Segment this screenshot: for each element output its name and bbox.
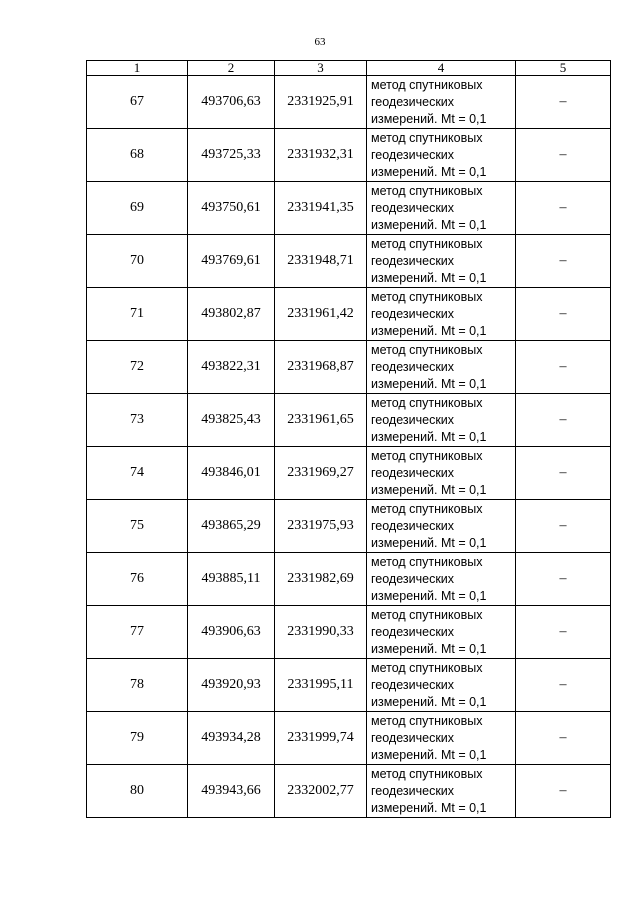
x-coordinate-cell: 493802,87 (188, 288, 275, 341)
x-coordinate-cell: 493750,61 (188, 182, 275, 235)
note-cell: – (516, 606, 611, 659)
x-coordinate-cell: 493822,31 (188, 341, 275, 394)
method-line: измерений. Mt = 0,1 (371, 641, 487, 656)
point-number-cell: 78 (87, 659, 188, 712)
table-row (87, 447, 611, 500)
method-line: геодезических (371, 624, 455, 639)
note-cell: – (516, 447, 611, 500)
method-line: измерений. Mt = 0,1 (371, 376, 487, 391)
note-cell: – (516, 659, 611, 712)
method-line: измерений. Mt = 0,1 (371, 429, 487, 444)
x-coordinate-cell: 493906,63 (188, 606, 275, 659)
method-cell (367, 553, 516, 606)
table-row (87, 765, 611, 818)
x-coordinate-cell: 493769,61 (188, 235, 275, 288)
x-coordinate-cell: 493846,01 (188, 447, 275, 500)
method-line: метод спутниковых (371, 448, 483, 463)
note-cell: – (516, 182, 611, 235)
method-line: метод спутниковых (371, 554, 483, 569)
method-line: измерений. Mt = 0,1 (371, 111, 487, 126)
method-line: геодезических (371, 730, 455, 745)
method-cell (367, 712, 516, 765)
table-row (87, 182, 611, 235)
y-coordinate-cell: 2331969,27 (275, 447, 367, 500)
table-row (87, 341, 611, 394)
note-cell: – (516, 129, 611, 182)
method-line: измерений. Mt = 0,1 (371, 800, 487, 815)
table-header (87, 61, 611, 76)
method-line: измерений. Mt = 0,1 (371, 747, 487, 762)
note-cell: – (516, 765, 611, 818)
method-line: измерений. Mt = 0,1 (371, 694, 487, 709)
y-coordinate-cell: 2331999,74 (275, 712, 367, 765)
y-coordinate-cell: 2332002,77 (275, 765, 367, 818)
method-line: метод спутниковых (371, 713, 483, 728)
table-row (87, 394, 611, 447)
y-coordinate-cell: 2331968,87 (275, 341, 367, 394)
method-line: метод спутниковых (371, 183, 483, 198)
method-line: метод спутниковых (371, 766, 483, 781)
y-coordinate-cell: 2331982,69 (275, 553, 367, 606)
table-row (87, 235, 611, 288)
table-row (87, 129, 611, 182)
note-cell: – (516, 288, 611, 341)
coordinates-table (86, 60, 611, 818)
point-number-cell: 80 (87, 765, 188, 818)
method-line: измерений. Mt = 0,1 (371, 482, 487, 497)
point-number-cell: 72 (87, 341, 188, 394)
method-line: геодезических (371, 412, 455, 427)
method-line: метод спутниковых (371, 130, 483, 145)
note-cell: – (516, 341, 611, 394)
y-coordinate-cell: 2331925,91 (275, 76, 367, 129)
method-line: измерений. Mt = 0,1 (371, 588, 487, 603)
table-row (87, 712, 611, 765)
x-coordinate-cell: 493825,43 (188, 394, 275, 447)
method-cell (367, 394, 516, 447)
point-number-cell: 71 (87, 288, 188, 341)
y-coordinate-cell: 2331961,65 (275, 394, 367, 447)
point-number-cell: 79 (87, 712, 188, 765)
method-line: метод спутниковых (371, 236, 483, 251)
table-row (87, 288, 611, 341)
method-line: метод спутниковых (371, 607, 483, 622)
table-row (87, 76, 611, 129)
method-cell (367, 288, 516, 341)
header-col-2: 2 (188, 61, 275, 76)
method-line: геодезических (371, 783, 455, 798)
x-coordinate-cell: 493865,29 (188, 500, 275, 553)
y-coordinate-cell: 2331975,93 (275, 500, 367, 553)
point-number-cell: 74 (87, 447, 188, 500)
method-line: метод спутниковых (371, 660, 483, 675)
method-line: метод спутниковых (371, 77, 483, 92)
method-cell (367, 765, 516, 818)
header-col-4: 4 (367, 61, 516, 76)
note-cell: – (516, 500, 611, 553)
y-coordinate-cell: 2331932,31 (275, 129, 367, 182)
point-number-cell: 77 (87, 606, 188, 659)
method-line: геодезических (371, 306, 455, 321)
note-cell: – (516, 553, 611, 606)
table-row (87, 500, 611, 553)
method-line: метод спутниковых (371, 395, 483, 410)
method-line: измерений. Mt = 0,1 (371, 323, 487, 338)
method-cell (367, 341, 516, 394)
method-cell (367, 447, 516, 500)
note-cell: – (516, 235, 611, 288)
header-col-3: 3 (275, 61, 367, 76)
method-cell (367, 235, 516, 288)
method-cell (367, 606, 516, 659)
method-cell (367, 182, 516, 235)
header-col-1: 1 (87, 61, 188, 76)
y-coordinate-cell: 2331948,71 (275, 235, 367, 288)
point-number-cell: 75 (87, 500, 188, 553)
header-row (87, 61, 611, 76)
method-line: измерений. Mt = 0,1 (371, 217, 487, 232)
x-coordinate-cell: 493943,66 (188, 765, 275, 818)
method-line: метод спутниковых (371, 342, 483, 357)
method-line: геодезических (371, 253, 455, 268)
method-cell (367, 76, 516, 129)
method-line: метод спутниковых (371, 289, 483, 304)
point-number-cell: 76 (87, 553, 188, 606)
method-line: метод спутниковых (371, 501, 483, 516)
x-coordinate-cell: 493706,63 (188, 76, 275, 129)
y-coordinate-cell: 2331961,42 (275, 288, 367, 341)
point-number-cell: 67 (87, 76, 188, 129)
page-number: 63 (314, 36, 326, 48)
note-cell: – (516, 76, 611, 129)
method-line: геодезических (371, 94, 455, 109)
point-number-cell: 69 (87, 182, 188, 235)
method-line: геодезических (371, 518, 455, 533)
method-cell (367, 659, 516, 712)
y-coordinate-cell: 2331990,33 (275, 606, 367, 659)
method-cell (367, 500, 516, 553)
note-cell: – (516, 394, 611, 447)
header-col-5: 5 (516, 61, 611, 76)
method-line: геодезических (371, 677, 455, 692)
x-coordinate-cell: 493725,33 (188, 129, 275, 182)
table-row (87, 553, 611, 606)
point-number-cell: 68 (87, 129, 188, 182)
method-line: геодезических (371, 147, 455, 162)
y-coordinate-cell: 2331941,35 (275, 182, 367, 235)
method-line: измерений. Mt = 0,1 (371, 164, 487, 179)
method-line: геодезических (371, 571, 455, 586)
point-number-cell: 73 (87, 394, 188, 447)
x-coordinate-cell: 493920,93 (188, 659, 275, 712)
method-line: измерений. Mt = 0,1 (371, 535, 487, 550)
table-row (87, 606, 611, 659)
method-line: геодезических (371, 465, 455, 480)
y-coordinate-cell: 2331995,11 (275, 659, 367, 712)
x-coordinate-cell: 493934,28 (188, 712, 275, 765)
method-line: измерений. Mt = 0,1 (371, 270, 487, 285)
table-body (87, 76, 611, 818)
x-coordinate-cell: 493885,11 (188, 553, 275, 606)
method-line: геодезических (371, 200, 455, 215)
note-cell: – (516, 712, 611, 765)
method-line: геодезических (371, 359, 455, 374)
method-cell (367, 129, 516, 182)
point-number-cell: 70 (87, 235, 188, 288)
table-row (87, 659, 611, 712)
